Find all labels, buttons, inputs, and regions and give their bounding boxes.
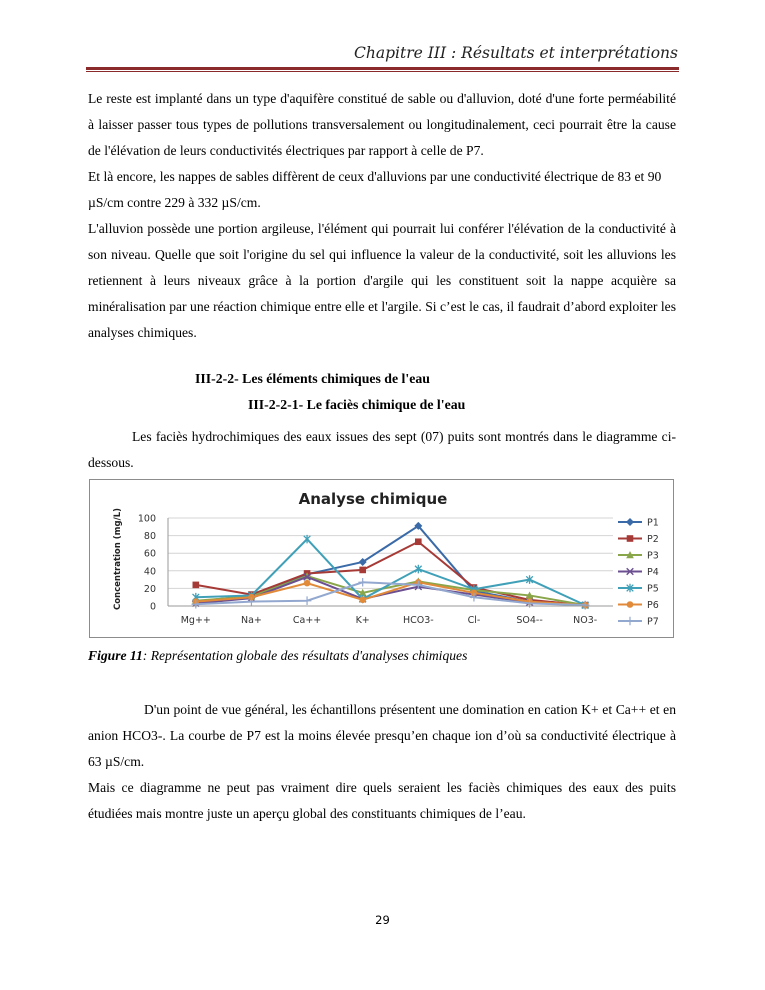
legend-entry — [618, 584, 659, 595]
data-point — [358, 578, 367, 587]
section-heading: III-2-2- Les éléments chimiques de l'eau — [195, 371, 430, 386]
x-tick-label: SO4-- — [516, 615, 543, 626]
y-axis-label: Concentration (mg/L) — [113, 507, 123, 611]
paragraph: Mais ce diagramme ne peut pas vraiment dire quels seraient les faciès chimiques des eaux des puits étudiées mais montre juste un aperçu global des constituants chimiques de l’eau. — [88, 780, 676, 821]
paragraph: D'un point de vue général, les échantillons présentent une domination en cation K+ et Ca++ et en anion HCO3-. La courbe de P7 est la moins élevée presqu’en chaque ion d’où sa conductivité électrique à 63 µS/cm. — [88, 702, 676, 769]
x-tick-label: Cl- — [467, 615, 481, 626]
y-tick-label: 100 — [137, 513, 156, 525]
x-tick-label: HCO3- — [402, 615, 434, 626]
section-intro: Les faciès hydrochimiques des eaux issues des sept (07) puits sont montrés dans le diagramme ci-dessous. — [88, 429, 676, 470]
figure-caption-text: : Représentation globale des résultats d'analyses chimiques — [142, 648, 468, 663]
data-point — [303, 596, 312, 605]
chart-figure — [89, 479, 674, 638]
chapter-header: Chapitre III : Résultats et interprétations — [354, 44, 678, 62]
legend-entry — [618, 567, 659, 578]
x-tick-label: Ca++ — [292, 615, 322, 626]
chart-title: Analyse chimique — [298, 490, 448, 508]
x-tick-label: NO3- — [573, 615, 598, 626]
data-point — [304, 535, 311, 544]
y-tick-label: 40 — [143, 566, 156, 578]
page-number: 29 — [375, 913, 390, 927]
data-point — [626, 518, 634, 526]
paragraph: Et là encore, les nappes de sables diffèrent de ceux d'alluvions par une conductivité électrique de 83 et 90 µS/cm contre 229 à 332 µS/cm. — [88, 169, 662, 210]
line-chart — [90, 480, 673, 637]
legend-label: P7 — [647, 616, 659, 628]
data-point — [304, 580, 311, 587]
y-tick-label: 60 — [143, 548, 156, 560]
legend-entry — [618, 600, 659, 611]
body-text-top — [88, 86, 676, 346]
x-tick-label: Na+ — [240, 615, 262, 626]
data-point — [359, 567, 366, 574]
legend-label: P1 — [647, 517, 659, 529]
paragraph: L'alluvion possède une portion argileuse, l'élément qui pourrait lui conférer l'élévation de la conductivité à son niveau. Quelle que soit l'origine du sel qui influence la valeur de la conductivité, soit les alluvions les retiennent à leurs niveaux grâce à la portion d'argile qui les constituent soit la nappe acquière sa minéralisation par une réaction chimique entre elle et l'argile. Si c’est le cas, il faudrait d’abord exploiter les analyses chimiques. — [88, 221, 676, 340]
x-tick-label: K+ — [355, 615, 370, 626]
header-rule — [86, 67, 679, 70]
data-point — [627, 601, 634, 608]
legend-entry — [618, 518, 659, 529]
y-tick-label: 80 — [143, 531, 156, 543]
data-point — [193, 582, 200, 589]
figure-caption — [88, 648, 467, 664]
header-rule-thin — [86, 71, 679, 72]
x-tick-label: Mg++ — [180, 615, 211, 626]
legend-label: P4 — [647, 567, 659, 578]
legend-label: P6 — [647, 600, 659, 611]
y-tick-label: 20 — [143, 583, 156, 595]
legend-label: P5 — [647, 583, 659, 595]
y-tick-label: 0 — [149, 601, 156, 613]
legend-entry — [618, 551, 659, 562]
subsection-heading: III-2-2-1- Le faciès chimique de l'eau — [248, 397, 466, 412]
body-text-bottom — [88, 697, 676, 827]
legend-label: P2 — [647, 534, 659, 545]
legend-entry — [618, 617, 659, 628]
data-point — [359, 597, 366, 604]
data-point — [626, 617, 635, 626]
figure-label: Figure 11 — [88, 648, 143, 663]
legend-label: P3 — [647, 550, 659, 562]
legend-entry — [618, 534, 659, 545]
data-point — [415, 538, 422, 545]
data-point — [627, 535, 634, 542]
paragraph: Le reste est implanté dans un type d'aquifère constitué de sable ou d'alluvion, doté d'une forte perméabilité à laisser passer tous types de pollutions transversalement ou longitudinalement, ceci pourrait être la cause de l'élévation de leurs conductivités électriques par rapport à celle de P7. — [88, 91, 676, 158]
